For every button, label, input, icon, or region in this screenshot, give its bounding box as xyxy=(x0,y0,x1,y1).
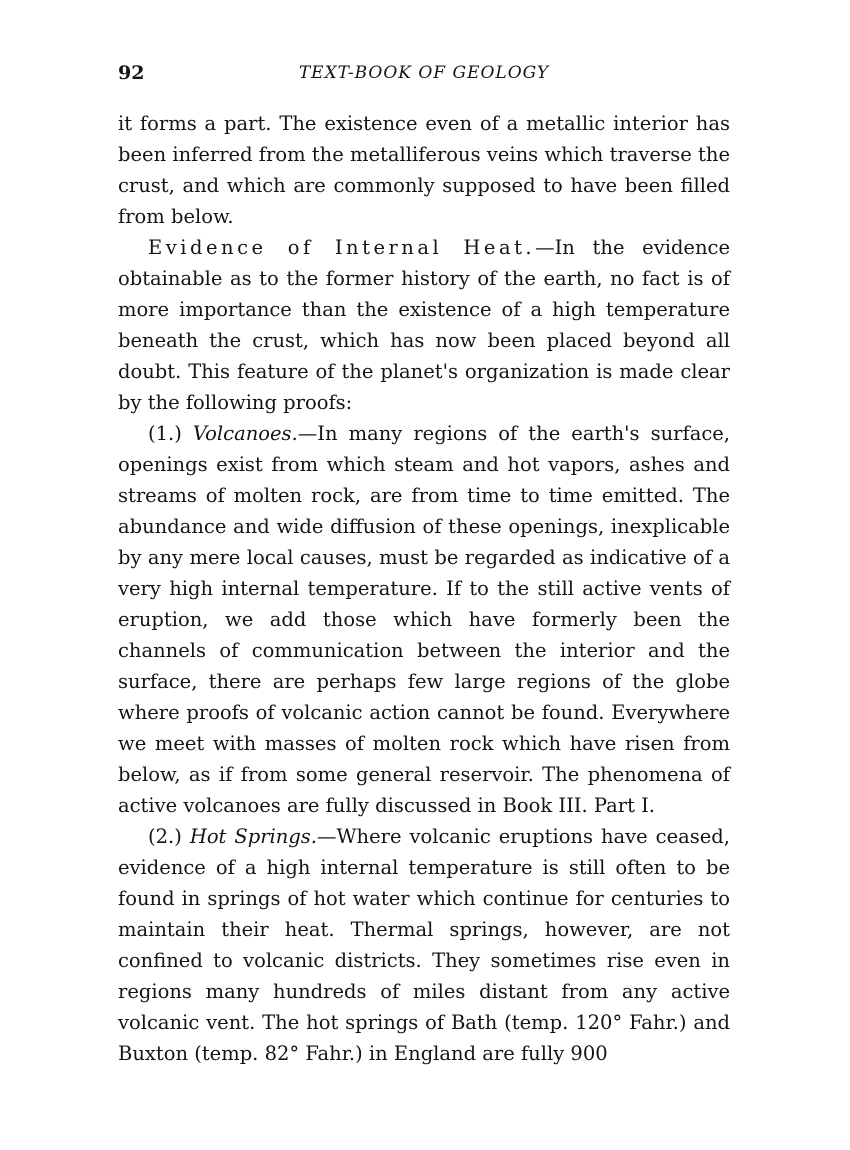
item-heading: Volcanoes. xyxy=(192,422,298,445)
page-number: 92 xyxy=(118,62,145,84)
body-text xyxy=(118,108,730,1069)
paragraph-internal-heat xyxy=(118,232,730,418)
section-heading: Evidence of Internal Heat. xyxy=(148,236,536,259)
item-number: (2.) xyxy=(148,825,182,848)
paragraph-text: —In the evidence obtainable as to the former history of the earth, no fact is of more importance than the existence of a high temperature beneath the crust, which has now been placed beyond all doubt. This feature of the planet's organization is made clear by the following proofs: xyxy=(118,236,730,414)
paragraph-continuation xyxy=(118,108,730,232)
paragraph-text: —Where volcanic eruptions have ceased, evidence of a high internal temperature is still often to be found in springs of hot water which continue for centuries to maintain their heat. Thermal springs, however, are not confined to volcanic districts. They sometimes rise even in regions many hundreds of miles distant from any active volcanic vent. The hot springs of Bath (temp. 120° Fahr.) and Buxton (temp. 82° Fahr.) in England are fully 900 xyxy=(118,825,730,1065)
item-heading: Hot Springs. xyxy=(189,825,318,848)
item-number: (1.) xyxy=(148,422,182,445)
paragraph-text: it forms a part. The existence even of a metallic interior has been inferred from the metalliferous veins which traverse the crust, and which are commonly supposed to have been filled from below. xyxy=(118,112,730,228)
page-header xyxy=(118,62,730,90)
paragraph-text: —In many regions of the earth's surface, openings exist from which steam and hot vapors, ashes and streams of molten rock, are from time to time emitted. The abundance and wide diffusion of these openings, inexplicable by any mere local causes, must be regarded as indicative of a very high internal temperature. If to the still active vents of eruption, we add those which have formerly been the channels of communication between the interior and the surface, there are perhaps few large regions of the globe where proofs of volcanic action cannot be found. Everywhere we meet with masses of molten rock which have risen from below, as if from some general reservoir. The phenomena of active volcanoes are fully discussed in Book III. Part I. xyxy=(118,422,730,817)
paragraph-hot-springs xyxy=(118,821,730,1069)
running-head: TEXT-BOOK OF GEOLOGY xyxy=(298,63,550,83)
paragraph-volcanoes xyxy=(118,418,730,821)
